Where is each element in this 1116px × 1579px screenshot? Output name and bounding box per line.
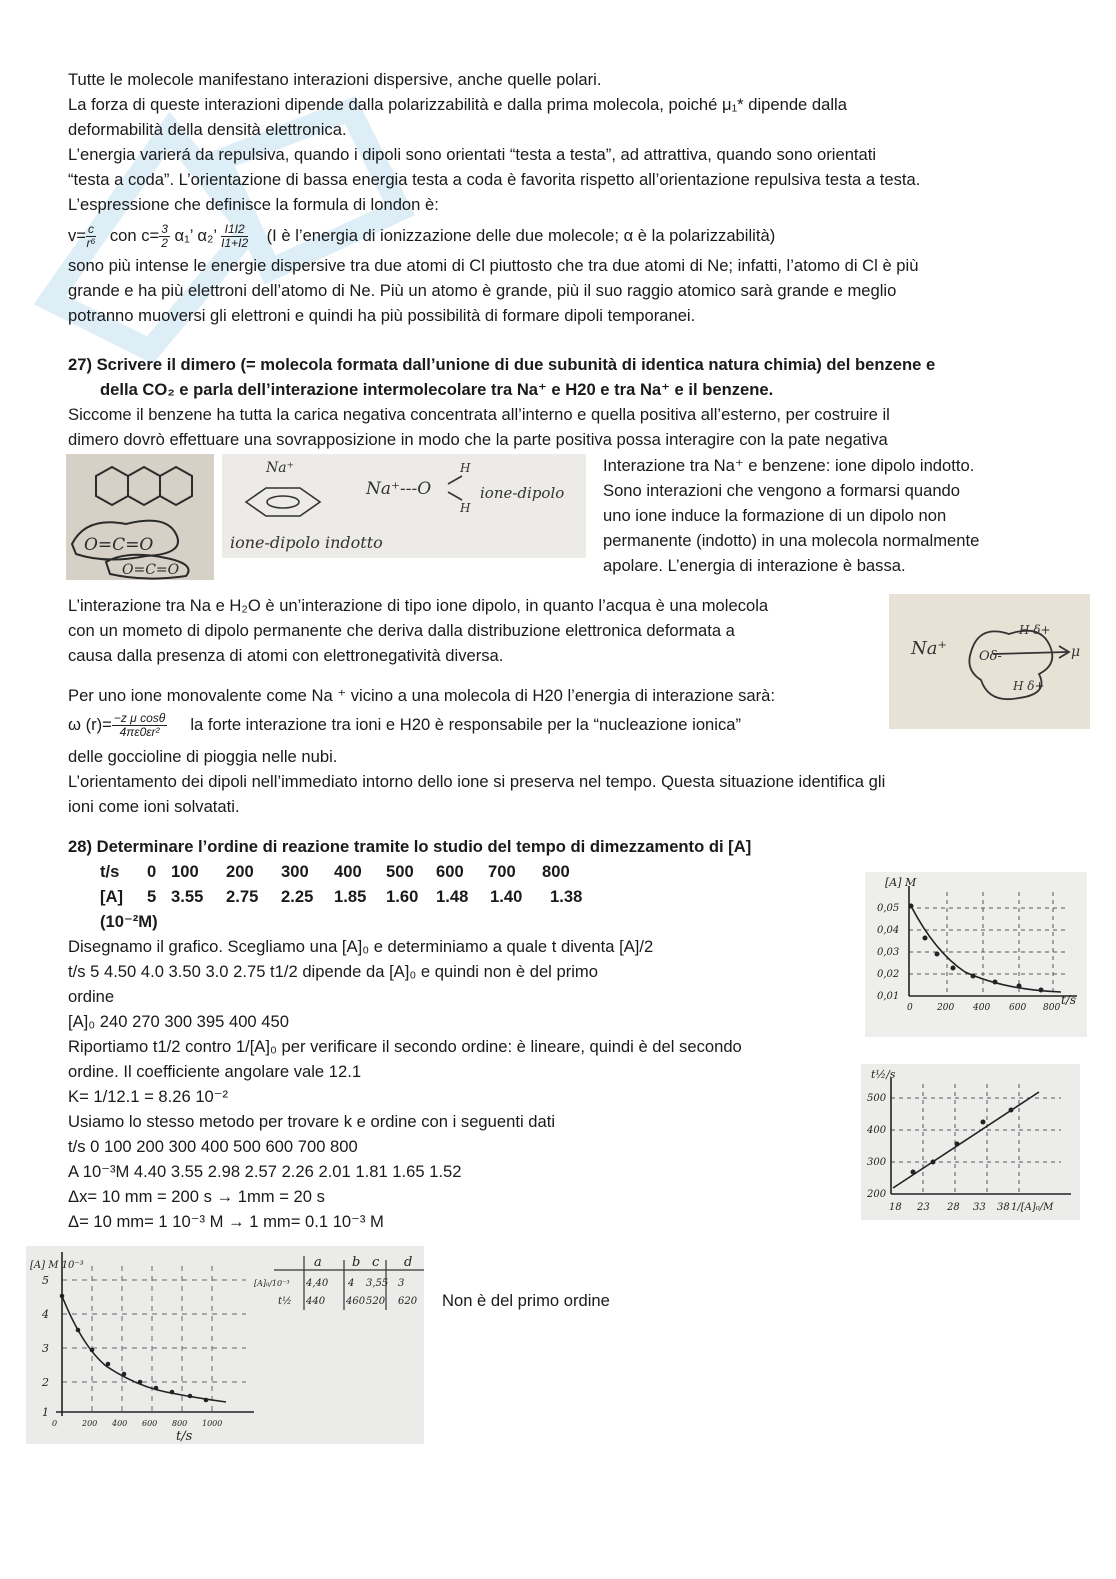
handtable-cell: 520	[366, 1296, 386, 1307]
mu-label: μ	[1071, 644, 1081, 660]
frac-den: 4πε0εr²	[119, 725, 160, 740]
side-line-5: apolare. L’energia di interazione è bassa.	[603, 556, 906, 575]
graph2-xtick: 23	[917, 1202, 930, 1213]
t-value: 500	[386, 862, 414, 881]
t-value: 600	[436, 862, 464, 881]
graph2-xtick: 38	[997, 1202, 1010, 1213]
q28-line-5: Riportiamo t1/2 contro 1/[A]₀ per verificare il secondo ordine: è lineare, quindi è del secondo	[68, 1037, 742, 1056]
q28-line-1: Disegnamo il grafico. Scegliamo una [A]₀ e determiniamo a quale t diventa [A]/2	[68, 937, 654, 956]
na-benzene-water-sketch	[222, 454, 586, 558]
a-value: 2.75	[226, 887, 259, 906]
graph2-ytick: 300	[867, 1157, 887, 1168]
graph3-xtick: 1000	[202, 1419, 223, 1428]
q28-line-7: K= 1/12.1 = 8.26 10⁻²	[68, 1087, 229, 1106]
q28-line-3: ordine	[68, 987, 115, 1006]
h-label-2: H	[460, 501, 471, 515]
graph3-xtick: 800	[172, 1419, 188, 1428]
unit-label: (10⁻²M)	[100, 912, 158, 931]
water-para-3: causa dalla presenza di atomi con elettronegatività diversa.	[68, 646, 504, 665]
graph3-ytick: 1	[42, 1406, 49, 1419]
q28-line-6: ordine. Il coefficiente angolare vale 12.1	[68, 1062, 362, 1081]
graph2-xtick: 28	[947, 1202, 960, 1213]
omega-frac	[112, 712, 167, 739]
graph2-ylabel: t½/s	[871, 1068, 896, 1081]
london-formula	[68, 218, 775, 254]
frac-num: 3	[161, 222, 168, 237]
ion-energy-line-1: Per uno ione monovalente come Na ⁺ vicino a una molecola di H20 l’energia di interazione sarà:	[68, 686, 776, 705]
side-line-1: Interazione tra Na⁺ e benzene: ione dipolo indotto.	[603, 456, 975, 475]
na-water-dipole-drawing	[889, 594, 1090, 729]
graph2-plot	[861, 1064, 1080, 1220]
graph2-ytick: 400	[867, 1125, 887, 1136]
t-value: 800	[542, 862, 570, 881]
frac-den: 2	[161, 236, 168, 251]
ione-dipolo-indotto-label: ione-dipolo indotto	[230, 533, 383, 552]
omega-label: ω (r)=	[68, 715, 112, 734]
q28-line-8: Usiamo lo stesso metodo per trovare k e ordine con i seguenti dati	[68, 1112, 556, 1131]
a-row-label: [A]	[100, 887, 124, 906]
q28-title: 28) Determinare l’ordine di reazione tramite lo studio del tempo di dimezzamento di [A]	[68, 837, 752, 856]
t-value: 400	[334, 862, 362, 881]
a-value: 1.60	[386, 887, 419, 906]
graph1-photo	[865, 872, 1087, 1037]
q28-line-2: t/s 5 4.50 4.0 3.50 3.0 2.75 t1/2 dipende da [A]₀ e quindi non è del primo	[68, 962, 598, 981]
frac-num: −z μ cosθ	[113, 711, 166, 726]
q28-line-11: Δx= 10 mm = 200 s → 1mm = 20 s	[68, 1187, 325, 1206]
intro-line-1: Tutte le molecole manifestano interazioni dispersive, anche quelle polari.	[68, 70, 602, 89]
formula-con: con c=	[109, 226, 160, 245]
graph1-xtick: 600	[1009, 1003, 1027, 1013]
na-water-dipole-photo	[889, 594, 1090, 729]
water-na-label: Na⁺	[911, 638, 947, 659]
benzene-dimer-photo	[66, 454, 214, 580]
graph3-ytick: 4	[42, 1308, 49, 1321]
intro-line-4: L’energia varierá da repulsiva, quando i dipoli sono orientati “testa a testa”, ad attrattiva, quando sono orientati	[68, 145, 877, 164]
formula-note: (I è l’energia di ionizzazione delle due molecole; α è la polarizzabilità)	[266, 226, 776, 245]
q28-line-9: t/s 0 100 200 300 400 500 600 700 800	[68, 1137, 358, 1156]
ion-energy-line-3: delle goccioline di pioggia nelle nubi.	[68, 747, 338, 766]
q27-title-2: della CO₂ e parla dell’interazione intermolecolare tra Na⁺ e H20 e tra Na⁺ e il benzene.	[100, 380, 774, 399]
q27-para-2: dimero dovrò effettuare una sovrapposizione in modo che la parte positiva possa interagire con la pate negativa	[68, 430, 888, 449]
water-para-2: con un mometo di dipolo permanente che deriva dalla distribuzione elettronica deformata a	[68, 621, 735, 640]
a-value: 5	[147, 887, 157, 906]
handtable-row1-label: [A]₀/10⁻³	[254, 1279, 290, 1288]
graph3-ytick: 2	[42, 1376, 49, 1389]
graph3-xtick: 0	[52, 1419, 58, 1428]
ion-energy-line-5: ioni come ioni solvatati.	[68, 797, 240, 816]
q27-para-1: Siccome il benzene ha tutta la carica negativa concentrata all’interno e quella positiva all’esterno, per costruire il	[68, 405, 890, 424]
handtable-header: a	[314, 1255, 322, 1270]
graph2-photo	[861, 1064, 1080, 1220]
handtable-row2-label: t½	[278, 1296, 292, 1307]
formula-v: v=	[68, 226, 86, 245]
graph1-ytick: 0,03	[877, 947, 900, 958]
graph3-photo	[26, 1246, 424, 1444]
handtable-header: c	[372, 1255, 380, 1270]
formula-alpha: α₁’ α₂’	[174, 226, 217, 245]
formula-frac-i	[221, 223, 248, 250]
q28-line-10: A 10⁻³M 4.40 3.55 2.98 2.57 2.26 2.01 1.81 1.65 1.52	[68, 1162, 462, 1181]
side-line-3: uno ione induce la formazione di un dipolo non	[603, 506, 947, 525]
handtable-cell: 440	[306, 1296, 326, 1307]
graph1-xtick: 400	[973, 1003, 991, 1013]
t-value: 100	[171, 862, 199, 881]
a-value: 2.25	[281, 887, 314, 906]
intro-line-9: grande e ha più elettroni dell’atomo di Ne. Più un atomo è grande, più il suo raggio atomico sarà grande e meglio	[68, 281, 897, 300]
a-value: 1.85	[334, 887, 367, 906]
formula-frac-3-2	[159, 223, 170, 250]
a-value: 1.40	[490, 887, 523, 906]
handtable-header: b	[352, 1255, 361, 1270]
frac-den: r⁶	[86, 236, 96, 251]
t-value: 300	[281, 862, 309, 881]
handtable-cell: 4	[348, 1278, 355, 1289]
water-h2-label: H δ+	[1013, 679, 1045, 693]
graph1-ytick: 0,05	[877, 903, 900, 914]
co2-label-b: O=C=O	[122, 562, 180, 578]
graph3-plot	[26, 1246, 424, 1444]
intro-line-3: deformabilità della densità elettronica.	[68, 120, 347, 139]
na-water-label: Na⁺---O	[366, 479, 432, 499]
graph1-ytick: 0,02	[877, 969, 900, 980]
side-line-4: permanente (indotto) in una molecola normalmente	[603, 531, 980, 550]
intro-line-6: L’espressione che definisce la formula di london è:	[68, 195, 439, 214]
h-label-1: H	[460, 461, 471, 475]
handtable-cell: 3,55	[366, 1278, 389, 1289]
handtable-cell: 3	[398, 1278, 405, 1289]
water-o-label: Oδ-	[979, 649, 1002, 664]
intro-line-8: sono più intense le energie dispersive tra due atomi di Cl piuttosto che tra due atomi di Ne; infatti, l’atomo di Cl è più	[68, 256, 919, 275]
water-para-1: L’interazione tra Na e H₂O è un’interazione di tipo ione dipolo, in quanto l’acqua è una molecola	[68, 596, 769, 615]
graph3-xtick: 200	[82, 1419, 98, 1428]
graph3-xtick: 600	[142, 1419, 158, 1428]
benzene-dimer-drawing	[66, 454, 214, 580]
t-value: 700	[488, 862, 516, 881]
graph2-ytick: 200	[867, 1189, 887, 1200]
graph3-ylabel: [A] M 10⁻³	[30, 1260, 84, 1271]
graph3-xtick: 400	[112, 1419, 128, 1428]
t-value: 200	[226, 862, 254, 881]
graph1-plot	[865, 872, 1087, 1037]
intro-line-5: “testa a coda”. L’orientazione di bassa energia testa a coda è favorita rispetto all’orientazione repulsiva testa a testa.	[68, 170, 921, 189]
graph1-xtick: 800	[1043, 1003, 1061, 1013]
handtable-cell: 620	[398, 1296, 418, 1307]
t-row-label: t/s	[100, 862, 120, 881]
graph1-xtick: 200	[937, 1003, 955, 1013]
omega-text: la forte interazione tra ioni e H20 è responsabile per la “nucleazione ionica”	[190, 715, 742, 734]
graph2-xtick: 33	[973, 1202, 986, 1213]
graph3-ytick: 5	[42, 1274, 49, 1287]
ion-energy-line-4: L’orientamento dei dipoli nell’immediato intorno dello ione si preserva nel tempo. Questa situazione identifica gli	[68, 772, 886, 791]
graph1-ylabel: [A] M	[885, 876, 917, 889]
graph3-xlabel: t/s	[176, 1429, 193, 1444]
frac-num: I1I2	[221, 223, 248, 237]
handtable-header: d	[404, 1255, 413, 1270]
graph2-xlabel: 1/[A]₀/M	[1011, 1202, 1054, 1213]
na-benzene-drawing	[222, 454, 586, 558]
graph1-ytick: 0,04	[877, 925, 900, 936]
graph2-xtick: 18	[889, 1202, 902, 1213]
intro-line-2: La forza di queste interazioni dipende dalla polarizzabilità e dalla prima molecola, poiché μ₁* dipende dalla	[68, 95, 847, 114]
graph2-ytick: 500	[867, 1093, 887, 1104]
graph3-ytick: 3	[42, 1342, 49, 1355]
handtable-cell: 4,40	[306, 1278, 329, 1289]
a-value: 1.38	[550, 887, 583, 906]
frac-num: c	[88, 222, 94, 237]
water-h1-label: H δ+	[1019, 623, 1051, 637]
a-value: 1.48	[436, 887, 469, 906]
graph1-xtick: 0	[907, 1003, 913, 1013]
conclusion-text: Non è del primo ordine	[442, 1291, 610, 1310]
na-label: Na⁺	[266, 460, 294, 476]
omega-formula	[68, 708, 741, 742]
q28-line-4: [A]₀ 240 270 300 395 400 450	[68, 1012, 289, 1031]
graph1-xlabel: t/s	[1061, 993, 1077, 1007]
side-line-2: Sono interazioni che vengono a formarsi quando	[603, 481, 961, 500]
frac-den: I1+I2	[221, 236, 249, 251]
t-value: 0	[147, 862, 157, 881]
a-value: 3.55	[171, 887, 204, 906]
handtable-cell: 460	[346, 1296, 366, 1307]
q28-line-12: Δ= 10 mm= 1 10⁻³ M → 1 mm= 0.1 10⁻³ M	[68, 1212, 384, 1231]
formula-frac-c	[86, 223, 96, 250]
co2-label-a: O=C=O	[84, 535, 154, 555]
graph1-ytick: 0,01	[877, 991, 900, 1002]
q27-title-1: 27) Scrivere il dimero (= molecola formata dall’unione di due subunità di identica natura chimia) del benzene e	[68, 355, 936, 374]
ione-dipolo-label: ione-dipolo	[480, 484, 565, 502]
intro-line-10: potranno muoversi gli elettroni e quindi ha più possibilità di formare dipoli temporanei.	[68, 306, 696, 325]
